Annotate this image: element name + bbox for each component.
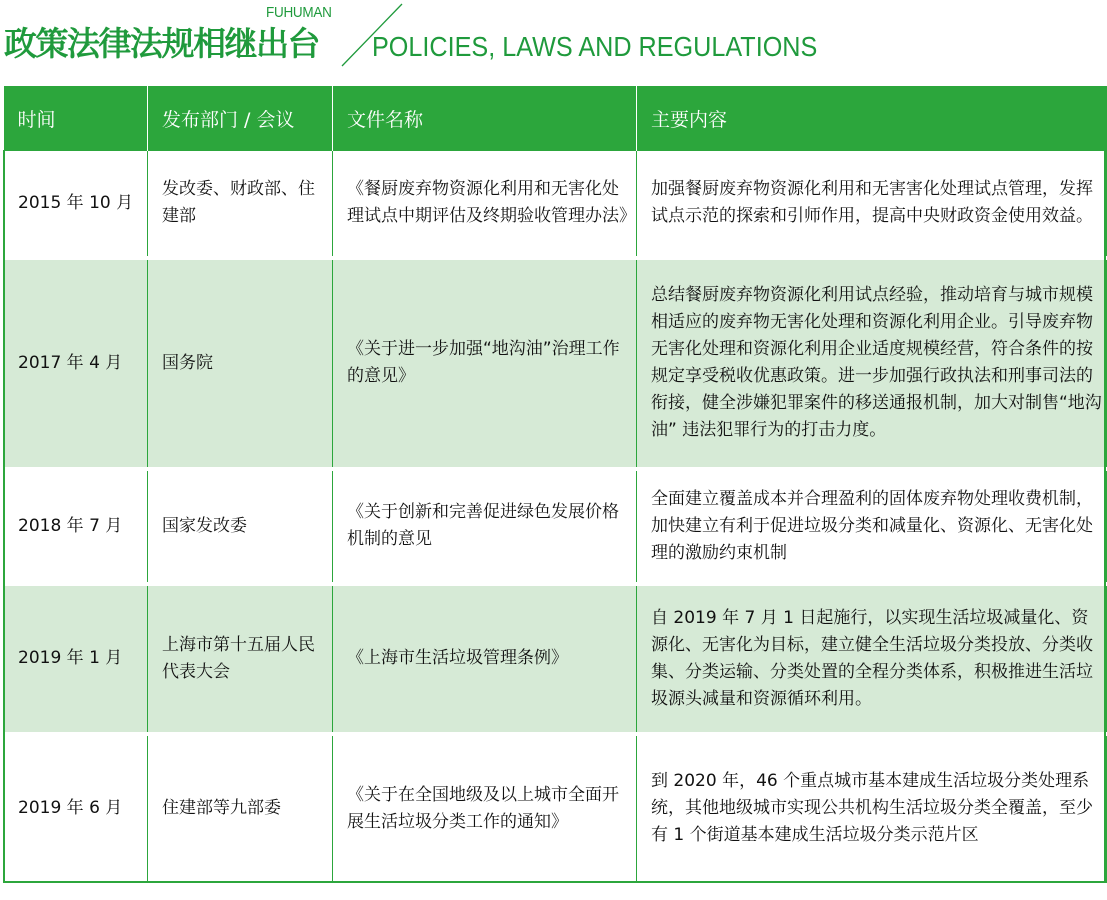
cell-content: 总结餐厨废弃物资源化利用试点经验，推动培育与城市规模相适应的废弃物无害化处理和资源化利用企业。引导废弃物无害化处理和资源化利用企业适度规模经营，符合条件的按规定享受税收优惠政策。进一步加强行政执法和刑事司法的衔接，健全涉嫌犯罪案件的移送通报机制，加大对制售“地沟油” 违法犯罪行为的打击力度。 [637, 258, 1107, 469]
cell-time: 2019 年 6 月 [4, 734, 148, 883]
cell-time: 2015 年 10 月 [4, 151, 148, 258]
cell-department: 住建部等九部委 [148, 734, 333, 883]
cell-content: 全面建立覆盖成本并合理盈利的固体废弃物处理收费机制，加快建立有利于促进垃圾分类和减量化、资源化、无害化处理的激励约束机制 [637, 469, 1107, 584]
table-row [4, 258, 1107, 469]
cell-department: 国务院 [148, 258, 333, 469]
cell-time: 2017 年 4 月 [4, 258, 148, 469]
column-header-content: 主要内容 [637, 86, 1107, 151]
table-header-row [4, 86, 1107, 151]
policy-table [3, 86, 1107, 883]
cell-content: 加强餐厨废弃物资源化利用和无害害化处理试点管理，发挥试点示范的探索和引师作用，提高中央财政资金使用效益。 [637, 151, 1107, 258]
page-title-english: POLICIES, LAWS AND REGULATIONS [372, 31, 818, 62]
table-row [4, 469, 1107, 584]
table-row [4, 151, 1107, 258]
cell-document: 《关于创新和完善促进绿色发展价格机制的意见 [333, 469, 637, 584]
cell-document: 《上海市生活垃圾管理条例》 [333, 584, 637, 734]
cell-time: 2018 年 7 月 [4, 469, 148, 584]
cell-content: 自 2019 年 7 月 1 日起施行，以实现生活垃圾减量化、资源化、无害化为目标，建立健全生活垃圾分类投放、分类收集、分类运输、分类处置的全程分类体系，积极推进生活垃圾源头减量和资源循环利用。 [637, 584, 1107, 734]
column-header-department: 发布部门 / 会议 [148, 86, 333, 151]
table-row [4, 734, 1107, 883]
cell-document: 《关于在全国地级及以上城市全面开展生活垃圾分类工作的通知》 [333, 734, 637, 883]
cell-content: 到 2020 年，46 个重点城市基本建成生活垃圾分类处理系统，其他地级城市实现公共机构生活垃圾分类全覆盖，至少有 1 个街道基本建成生活垃圾分类示范片区 [637, 734, 1107, 883]
cell-department: 上海市第十五届人民代表大会 [148, 584, 333, 734]
brand-label: FUHUMAN [266, 4, 332, 21]
column-header-document: 文件名称 [333, 86, 637, 151]
cell-document: 《餐厨废弃物资源化利用和无害化处理试点中期评估及终期验收管理办法》 [333, 151, 637, 258]
cell-document: 《关于进一步加强“地沟油”治理工作的意见》 [333, 258, 637, 469]
page-header [0, 0, 1107, 86]
cell-department: 发改委、财政部、住建部 [148, 151, 333, 258]
cell-department: 国家发改委 [148, 469, 333, 584]
cell-time: 2019 年 1 月 [4, 584, 148, 734]
column-header-time: 时间 [4, 86, 148, 151]
table-row [4, 584, 1107, 734]
page-title-chinese: 政策法律法规相继出台 [4, 24, 319, 63]
